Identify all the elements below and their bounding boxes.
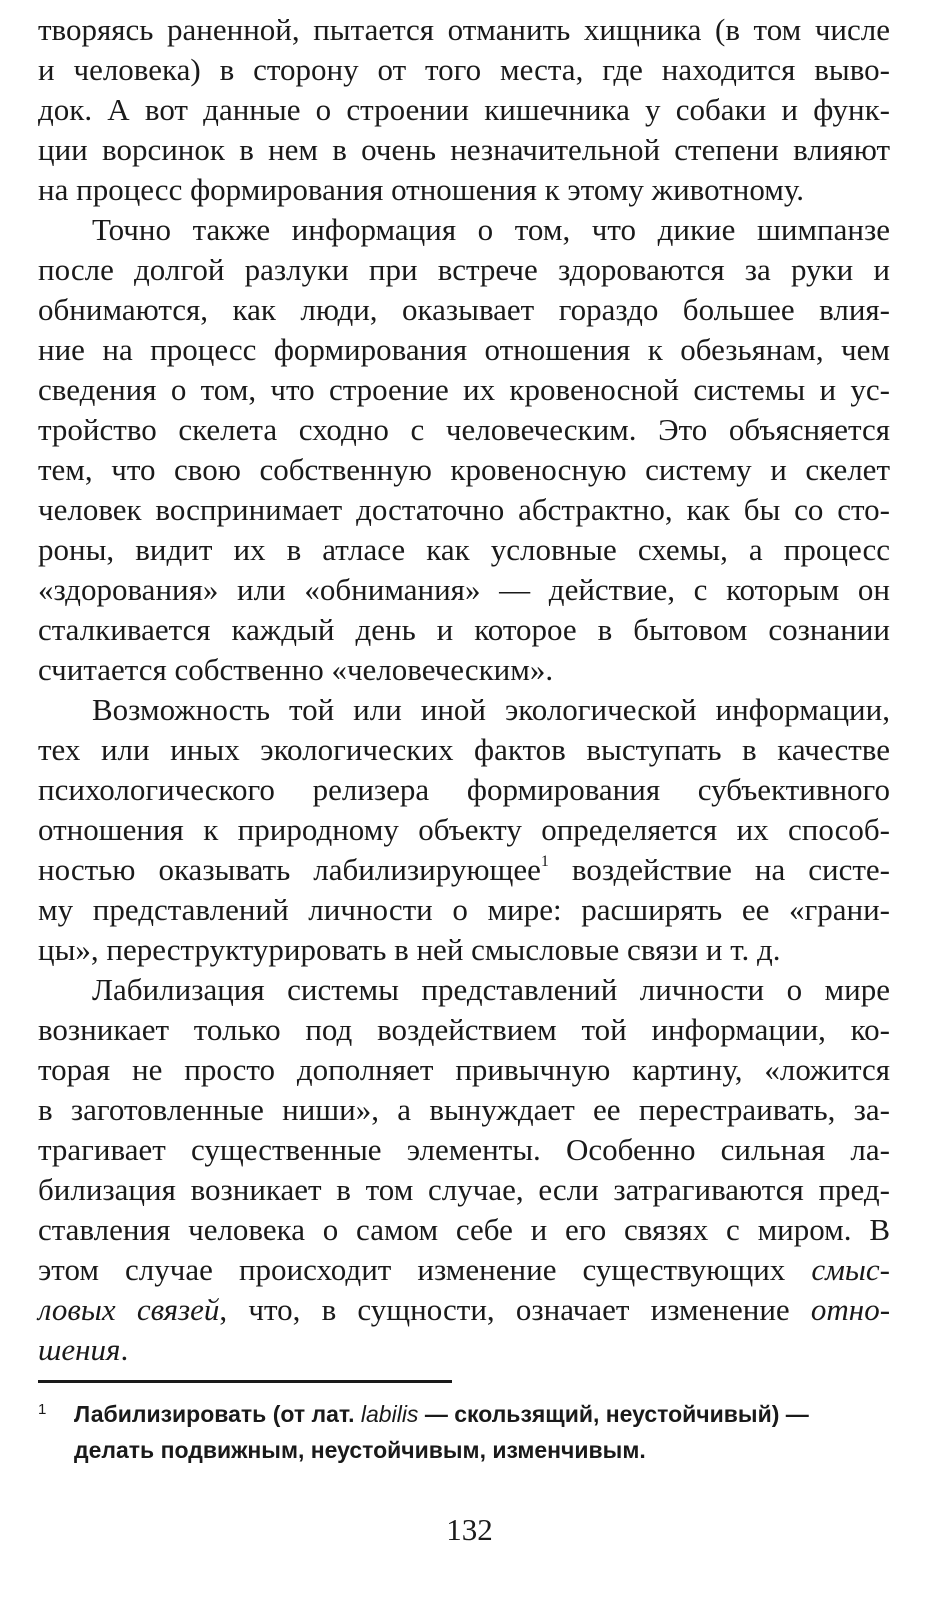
text-line [38, 850, 890, 890]
text-line: трагивает существенные элементы. Особенно сильная ла- [38, 1132, 890, 1167]
text-line: Точно также информация о том, что дикие шимпанзе [92, 212, 890, 247]
text-fragment: , что, в сущности, означает изменение [219, 1292, 790, 1327]
paragraph-1 [38, 10, 890, 210]
text-line: Лабилизация системы представлений личности о мире [92, 972, 890, 1007]
text-line: роны, видит их в атласе как условные схемы, а процесс [38, 532, 890, 567]
text-line: му представлений личности о мире: расширять ее «грани- [38, 892, 890, 927]
footnote-divider [38, 1380, 452, 1383]
footnote-marker: 1 [38, 1401, 47, 1418]
text-line: ставления человека о самом себе и его связях с миром. В [38, 1212, 890, 1247]
paragraph-4 [38, 970, 890, 1370]
italic-term: смыс- [811, 1252, 890, 1287]
text-line: после долгой разлуки при встрече здороваются за руки и [38, 252, 890, 287]
text-line [38, 1330, 890, 1370]
footnote-latin-term: labilis [360, 1401, 419, 1427]
footnote-reference[interactable]: 1 [540, 853, 549, 870]
text-line: в заготовленные ниши», а вынуждает ее перестраивать, за- [38, 1092, 890, 1127]
text-line: тройство скелета сходно с человеческим. Это объясняется [38, 412, 890, 447]
text-line: билизация возникает в том случае, если затрагиваются пред- [38, 1172, 890, 1207]
text-line: Возможность той или иной экологической информации, [92, 692, 890, 727]
text-line: на процесс формирования отношения к этому животному. [38, 172, 804, 207]
footnote [38, 1396, 890, 1468]
footnote-text: Лабилизировать (от лат. [74, 1401, 355, 1427]
text-line: ции ворсинок в нем в очень незначительной степени влияют [38, 132, 890, 167]
text-line: возникает только под воздействием той информации, ко- [38, 1012, 890, 1047]
page-number: 132 [446, 1512, 493, 1547]
text-line: психологического релизера формирования субъективного [38, 772, 890, 807]
paragraph-3 [38, 690, 890, 970]
italic-term: отно- [810, 1292, 891, 1327]
text-line: сталкивается каждый день и которое в бытовом сознании [38, 612, 890, 647]
paragraph-2 [38, 210, 890, 690]
text-line: цы», переструктурировать в ней смысловые связи и т. д. [38, 932, 781, 967]
text-line: и человека) в сторону от того места, где находится выво- [38, 52, 890, 87]
text-line [38, 1250, 890, 1290]
footnote-line: делать подвижным, неустойчивым, изменчивым. [74, 1437, 646, 1463]
text-fragment: воздействие на систе- [571, 852, 890, 887]
text-line: обнимаются, как люди, оказывает гораздо большее влия- [38, 292, 890, 327]
text-fragment: этом случае происходит изменение существующих [38, 1252, 786, 1287]
text-line: торая не просто дополняет привычную картину, «ложится [38, 1052, 890, 1087]
book-page-text [38, 10, 890, 1370]
text-line: док. А вот данные о строении кишечника у собаки и функ- [38, 92, 890, 127]
text-line [38, 1290, 890, 1330]
italic-term: шения [38, 1332, 121, 1367]
footnote-text: — скользящий, неустойчивый) — [424, 1401, 809, 1427]
text-line: человек воспринимает достаточно абстрактно, как бы со сто- [38, 492, 890, 527]
text-line: считается собственно «человеческим». [38, 652, 554, 687]
text-line: тех или иных экологических фактов выступать в качестве [38, 732, 890, 767]
text-line: творяясь раненной, пытается отманить хищника (в том числе [38, 12, 890, 47]
text-line: тем, что свою собственную кровеносную систему и скелет [38, 452, 890, 487]
text-fragment: . [120, 1332, 129, 1367]
text-line: ние на процесс формирования отношения к обезьянам, чем [38, 332, 890, 367]
footnote-line [74, 1396, 890, 1432]
text-line: «здорования» или «обнимания» — действие, с которым он [38, 572, 890, 607]
text-line: отношения к природному объекту определяется их способ- [38, 812, 890, 847]
text-line: сведения о том, что строение их кровеносной системы и ус- [38, 372, 890, 407]
text-fragment: ностью оказывать лабилизирующее [38, 852, 541, 887]
italic-term: ловых связей [38, 1292, 220, 1327]
